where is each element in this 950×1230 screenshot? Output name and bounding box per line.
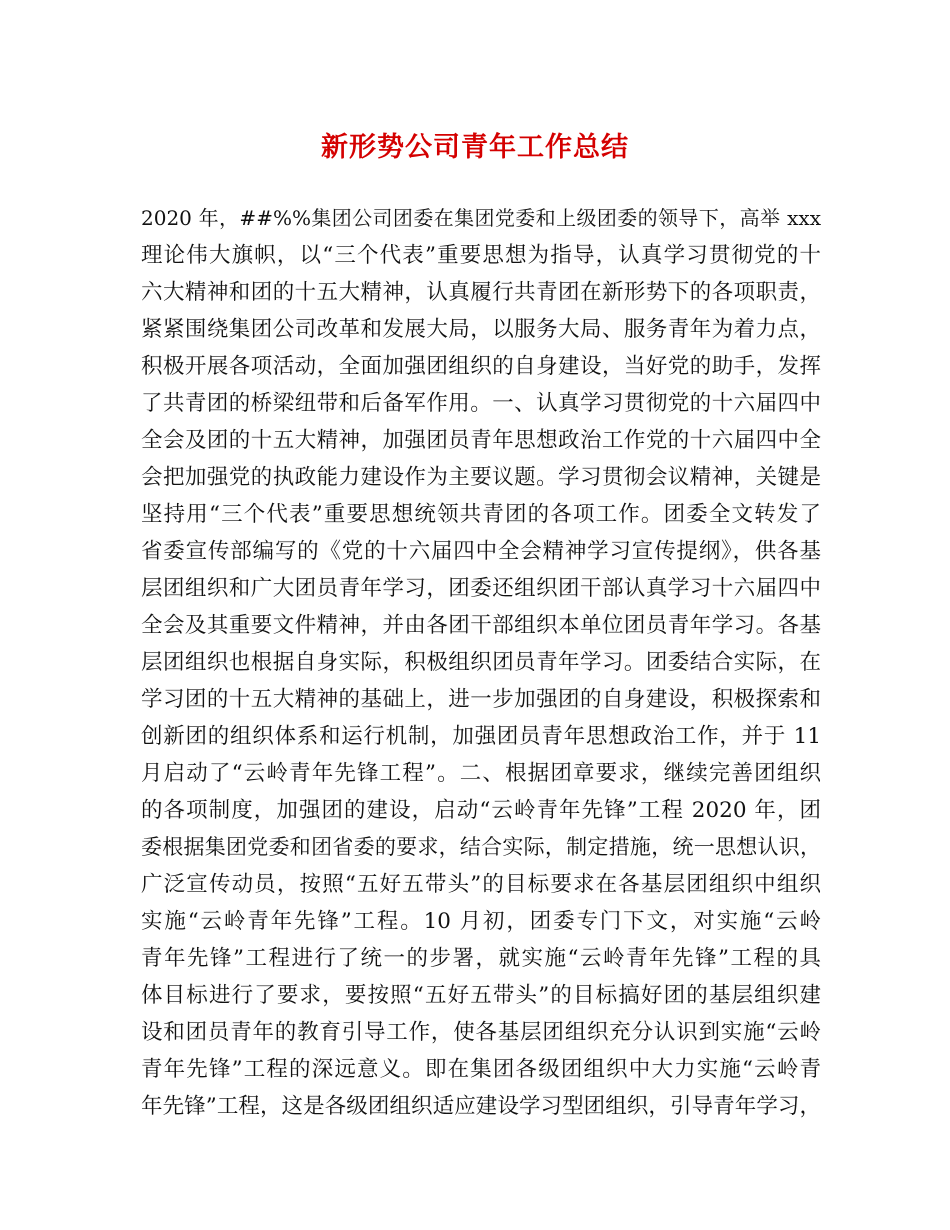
body-line: 会把加强党的执政能力建设作为主要议题。学习贯彻会议精神，关键是 xyxy=(141,465,821,490)
body-line: 青年先锋”工程的深远意义。即在集团各级团组织中大力实施“云岭青 xyxy=(141,1057,821,1082)
body-line: 实施“云岭青年先锋”工程。10 月初，团委专门下文，对实施“云岭 xyxy=(141,909,821,934)
body-line: 全会及团的十五大精神，加强团员青年思想政治工作党的十六届四中全 xyxy=(141,428,821,453)
body-line: 学习团的十五大精神的基础上，进一步加强团的自身建设，积极探索和 xyxy=(141,687,821,712)
body-line: 层团组织和广大团员青年学习，团委还组织团干部认真学习十六届四中 xyxy=(141,576,821,601)
body-line: 积极开展各项活动，全面加强团组织的自身建设，当好党的助手，发挥 xyxy=(141,354,821,379)
body-line: 层团组织也根据自身实际，积极组织团员青年学习。团委结合实际，在 xyxy=(141,650,821,675)
document-title: 新形势公司青年工作总结 xyxy=(321,132,629,163)
body-line: 广泛宣传动员，按照“五好五带头”的目标要求在各基层团组织中组织 xyxy=(141,872,821,897)
body-line: 创新团的组织体系和运行机制，加强团员青年思想政治工作，并于 11 xyxy=(141,724,821,749)
body-line: 六大精神和团的十五大精神，认真履行共青团在新形势下的各项职责， xyxy=(141,280,821,305)
body-line: 委根据集团党委和团省委的要求，结合实际，制定措施，统一思想认识， xyxy=(141,835,821,859)
body-line: 理论伟大旗帜，以“三个代表”重要思想为指导，认真学习贯彻党的十 xyxy=(141,243,821,268)
body-line: 2020 年，##%%集团公司团委在集团党委和上级团委的领导下，高举 xxx xyxy=(141,206,821,230)
body-line: 青年先锋”工程进行了统一的步署，就实施“云岭青年先锋”工程的具 xyxy=(141,946,821,971)
body-line: 全会及其重要文件精神，并由各团干部组织本单位团员青年学习。各基 xyxy=(141,613,821,638)
body-line: 体目标进行了要求，要按照“五好五带头”的目标搞好团的基层组织建 xyxy=(141,983,821,1008)
body-line: 年先锋”工程，这是各级团组织适应建设学习型团组织，引导青年学习， xyxy=(141,1094,821,1119)
body-line: 坚持用“三个代表”重要思想统领共青团的各项工作。团委全文转发了 xyxy=(141,502,821,527)
body-line: 省委宣传部编写的《党的十六届四中全会精神学习宣传提纲》，供各基 xyxy=(141,539,821,564)
body-line: 月启动了“云岭青年先锋工程”。二、根据团章要求，继续完善团组织 xyxy=(141,761,821,786)
body-line: 设和团员青年的教育引导工作，使各基层团组织充分认识到实施“云岭 xyxy=(141,1020,821,1045)
body-line: 了共青团的桥梁纽带和后备军作用。一、认真学习贯彻党的十六届四中 xyxy=(141,391,821,416)
document-body xyxy=(141,200,821,1125)
body-line: 紧紧围绕集团公司改革和发展大局，以服务大局、服务青年为着力点， xyxy=(141,317,821,342)
body-line: 的各项制度，加强团的建设，启动“云岭青年先锋”工程 2020 年，团 xyxy=(141,798,821,823)
